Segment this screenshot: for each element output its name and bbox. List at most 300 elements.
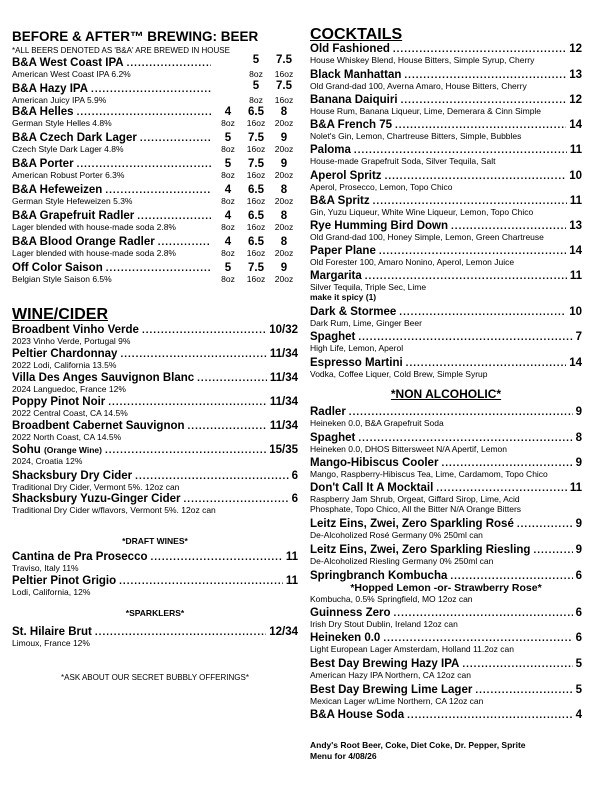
cocktail-item-desc: Old Grand-dad 100, Averna Amaro, House Bitters, Cherry <box>310 81 527 91</box>
cocktail-item-name: Dark & Stormee <box>310 306 397 318</box>
na-item-name: Heineken 0.0 <box>310 632 381 644</box>
soda-list: Andy's Root Beer, Coke, Diet Coke, Dr. Pepper, Sprite <box>310 740 526 750</box>
beer-item-desc-row <box>12 69 298 79</box>
beer-item-desc-row <box>12 144 298 154</box>
beer-item-size: 20oz <box>274 222 294 232</box>
beer-item-size: 8oz <box>249 95 263 105</box>
leader-dots <box>404 70 566 81</box>
beer-item-price: 8 <box>280 184 288 196</box>
cocktail-item-desc: House Rum, Banana Liqueur, Lime, Demerara & Cinn Simple <box>310 106 542 116</box>
na-item <box>310 432 582 454</box>
na-item-name: Don't Call It A Mocktail <box>310 482 434 494</box>
leader-dots <box>441 458 572 469</box>
wine-item-price: 11/34 <box>269 420 298 432</box>
na-item <box>310 684 582 706</box>
beer-item-desc: American Juicy IPA 5.9% <box>12 95 107 105</box>
na-item-name: Best Day Brewing Lime Lager <box>310 684 473 696</box>
draft-wine-item-row <box>12 575 298 587</box>
cocktail-item-desc: Gin, Yuzu Liqueur, White Wine Liqueur, Lemon, Topo Chico <box>310 207 534 217</box>
leader-dots <box>358 332 572 343</box>
cocktail-item-name: Black Manhattan <box>310 69 402 81</box>
wine-item-price: 6 <box>291 493 298 505</box>
beer-item-row <box>12 158 298 170</box>
leader-dots <box>517 519 573 530</box>
wine-item-price: 10/32 <box>269 324 298 336</box>
leader-dots <box>436 483 567 494</box>
leader-dots <box>385 171 567 182</box>
wine-item-name: Poppy Pinot Noir <box>12 396 106 408</box>
leader-dots <box>119 576 283 587</box>
cocktail-item-row <box>310 119 582 131</box>
na-item-row <box>310 482 582 494</box>
beer-item-row <box>12 80 298 95</box>
beer-item-price: 7.5 <box>248 262 264 274</box>
beer-item-size: 16oz <box>246 248 266 258</box>
wine-item-price: 11/34 <box>269 396 298 408</box>
beer-item <box>12 132 298 154</box>
wine-item-name: Shacksbury Dry Cider <box>12 470 133 482</box>
cocktail-item-price: 10 <box>569 170 582 182</box>
na-item-row <box>310 709 582 721</box>
beer-item-size: 16oz <box>246 144 266 154</box>
cocktail-item-desc: Old Grand-dad 100, Honey Simple, Lemon, Green Chartreuse <box>310 232 544 242</box>
cocktail-item-desc: House Whiskey Blend, House Bitters, Simple Syrup, Cherry <box>310 55 535 65</box>
wine-item <box>12 420 298 442</box>
beer-item-name: B&A Grapefruit Radler <box>12 210 135 222</box>
cocktail-item-name: Paloma <box>310 144 351 156</box>
na-item <box>310 457 582 479</box>
wine-item-desc: Traditional Dry Cider w/flavors, Vermont 5%. 12oz can <box>12 505 216 515</box>
na-item-name: Springbranch Kombucha <box>310 570 448 582</box>
na-item <box>310 607 582 629</box>
na-item-price: 9 <box>575 457 582 469</box>
beer-item-price: 4 <box>224 184 232 196</box>
leader-dots <box>406 358 567 369</box>
beer-item-size: 8oz <box>221 274 235 284</box>
na-item-name: Leitz Eins, Zwei, Zero Sparkling Riesling <box>310 544 531 556</box>
na-item-price: 5 <box>575 658 582 670</box>
leader-dots <box>108 397 267 408</box>
cocktail-item <box>310 170 582 192</box>
beer-item-price: 7.5 <box>276 80 292 92</box>
cocktail-item-desc: High Life, Lemon, Aperol <box>310 343 404 353</box>
na-item-desc: Heineken 0.0, DHOS Bittersweet N/A Apertif, Lemon <box>310 444 508 454</box>
cocktail-item-row <box>310 306 582 318</box>
na-item-price: 6 <box>575 570 582 582</box>
leader-dots <box>475 685 572 696</box>
leader-dots <box>197 373 267 384</box>
beer-item <box>12 158 298 180</box>
cocktail-item-desc: Silver Tequila, Triple Sec, Lime <box>310 282 427 292</box>
cocktail-item-price: 7 <box>575 331 582 343</box>
beer-item <box>12 106 298 128</box>
leader-dots <box>365 271 567 282</box>
beer-item-price: 7.5 <box>248 158 264 170</box>
beer-item-price: 5 <box>224 158 232 170</box>
cocktail-item-row <box>310 270 582 282</box>
beer-note: *ALL BEERS DENOTED AS 'B&A' ARE BREWED IN HOUSE <box>12 46 230 55</box>
wine-item-desc: 2022 Lodi, California 13.5% <box>12 360 117 370</box>
cocktail-item-row <box>310 220 582 232</box>
wine-item-name: Shacksbury Yuzu-Ginger Cider <box>12 493 181 505</box>
na-item-price: 8 <box>575 432 582 444</box>
na-item-name: Leitz Eins, Zwei, Zero Sparkling Rosé <box>310 518 514 530</box>
cocktail-item-row <box>310 357 582 369</box>
wine-section-title: WINE/CIDER <box>12 306 108 323</box>
leader-dots <box>533 545 572 556</box>
draft-wine-item-name: Cantina de Pra Prosecco <box>12 551 148 563</box>
beer-item-size: 16oz <box>274 95 294 105</box>
beer-item-size: 8oz <box>249 69 263 79</box>
leader-dots <box>399 307 566 318</box>
na-item-price: 5 <box>575 684 582 696</box>
cocktail-item <box>310 270 582 302</box>
beer-item-sizes <box>214 69 298 79</box>
leader-dots <box>151 552 283 563</box>
wine-item <box>12 444 298 466</box>
wine-item-note: (Orange Wine) <box>43 445 102 455</box>
beer-item-size: 20oz <box>274 248 294 258</box>
cocktail-item-name: Rye Humming Bird Down <box>310 220 449 232</box>
beer-item-size: 8oz <box>221 170 235 180</box>
wine-item <box>12 348 298 370</box>
na-item-row <box>310 658 582 670</box>
cocktail-item-desc: Nolet's Gin, Lemon, Chartreuse Bitters, Simple, Bubbles <box>310 131 522 141</box>
beer-item-desc: Lager blended with house-made soda 2.8% <box>12 222 176 232</box>
leader-dots <box>395 120 566 131</box>
cocktail-item-row <box>310 331 582 343</box>
na-item-price: 6 <box>575 632 582 644</box>
beer-item-row <box>12 236 298 248</box>
beer-item-size: 8oz <box>221 144 235 154</box>
non-alcoholic-heading: *NON ALCOHOLIC* <box>390 387 502 401</box>
leader-dots <box>462 659 572 670</box>
wine-item-row <box>12 470 298 482</box>
wine-item <box>12 324 298 346</box>
sparkler-item-price: 12/34 <box>269 626 298 638</box>
beer-item-price: 6.5 <box>248 210 264 222</box>
beer-item-prices <box>214 132 298 144</box>
beer-item <box>12 236 298 258</box>
beer-item-desc: Czech Style Dark Lager 4.8% <box>12 144 124 154</box>
cocktail-item-price: 14 <box>569 245 582 257</box>
beer-item-size: 16oz <box>246 118 266 128</box>
na-item-desc: De-Alcoholized Riesling Germany 0% 250ml can <box>310 556 494 566</box>
na-item <box>310 518 582 540</box>
beer-item-size: 20oz <box>274 170 294 180</box>
na-item-name: Mango-Hibiscus Cooler <box>310 457 439 469</box>
beer-item-sizes <box>214 274 298 284</box>
draft-wine-item-row <box>12 551 298 563</box>
wine-item-desc: 2024 Languedoc, France 12% <box>12 384 126 394</box>
beer-item-size: 20oz <box>274 196 294 206</box>
wine-item-name: Broadbent Vinho Verde <box>12 324 139 336</box>
wine-item-row <box>12 324 298 336</box>
cocktail-item <box>310 331 582 353</box>
wine-item-desc: 2024, Croatia 12% <box>12 456 83 466</box>
beer-item-desc: American West Coast IPA 6.2% <box>12 69 131 79</box>
draft-wine-item-desc: Lodi, California, 12% <box>12 587 91 597</box>
na-item <box>310 632 582 654</box>
draft-wine-item <box>12 575 298 597</box>
beer-item-desc-row <box>12 118 298 128</box>
beer-item-price: 5 <box>252 54 260 66</box>
cocktail-item-row <box>310 69 582 81</box>
cocktail-item-desc: Old Forester 100, Amaro Nonino, Aperol, Lemon Juice <box>310 257 515 267</box>
wine-item-row <box>12 372 298 384</box>
beer-item-name: B&A Porter <box>12 158 74 170</box>
leader-dots <box>91 84 211 95</box>
sparkler-item <box>12 626 298 648</box>
leader-dots <box>105 445 266 456</box>
leader-dots <box>358 433 572 444</box>
beer-item-desc-row <box>12 248 298 258</box>
cocktail-item-row <box>310 144 582 156</box>
leader-dots <box>379 246 566 257</box>
cocktail-item-price: 13 <box>569 69 582 81</box>
beer-item-name: B&A Helles <box>12 106 74 118</box>
na-item-desc: Light European Lager Amsterdam, Holland 11.2oz can <box>310 644 514 654</box>
wine-item <box>12 396 298 418</box>
beer-section-title: BEFORE & AFTER™ BREWING: BEER <box>12 29 259 44</box>
cocktail-item <box>310 43 582 65</box>
wine-item-name: Peltier Chardonnay <box>12 348 118 360</box>
cocktail-item <box>310 119 582 141</box>
wine-item-price: 15/35 <box>269 444 298 456</box>
draft-wine-item-desc: Traviso, Italy 11% <box>12 563 79 573</box>
beer-item-size <box>214 95 242 105</box>
beer-item-price: 6.5 <box>248 106 264 118</box>
na-item-price: 4 <box>575 709 582 721</box>
beer-item-price: 6.5 <box>248 236 264 248</box>
na-item <box>310 658 582 680</box>
na-item-row <box>310 570 582 582</box>
beer-item-sizes <box>214 95 298 105</box>
wine-item <box>12 372 298 394</box>
sparkler-item-name: St. Hilaire Brut <box>12 626 92 638</box>
beer-item <box>12 80 298 105</box>
wine-item-row <box>12 420 298 432</box>
cocktail-item-desc: House-made Grapefruit Soda, Silver Tequila, Salt <box>310 156 496 166</box>
leader-dots <box>450 571 572 582</box>
beer-item-size: 16oz <box>274 69 294 79</box>
na-item-desc: Mexican Lager w/Lime Northern, CA 12oz can <box>310 696 484 706</box>
beer-item-size: 16oz <box>246 196 266 206</box>
na-item-row <box>310 457 582 469</box>
wine-item-name: Villa Des Anges Sauvignon Blanc <box>12 372 195 384</box>
beer-item-desc: Belgian Style Saison 6.5% <box>12 274 112 284</box>
beer-item-desc: Lager blended with house-made soda 2.8% <box>12 248 176 258</box>
beer-item-price: 4 <box>224 210 232 222</box>
beer-item-price: 8 <box>280 106 288 118</box>
beer-item-size: 16oz <box>246 274 266 284</box>
cocktail-item-name: B&A Spritz <box>310 195 370 207</box>
na-item-desc: Mango, Raspberry-Hibiscus Tea, Lime, Cardamom, Topo Chico <box>310 469 548 479</box>
draft-wine-item-price: 11 <box>285 551 298 563</box>
beer-item-size: 20oz <box>274 118 294 128</box>
leader-dots <box>407 710 572 721</box>
leader-dots <box>158 237 211 248</box>
beer-item-sizes <box>214 170 298 180</box>
na-item-row <box>310 607 582 619</box>
beer-item-prices <box>214 236 298 248</box>
draft-wine-item-price: 11 <box>285 575 298 587</box>
wine-item-price: 6 <box>291 470 298 482</box>
leader-dots <box>188 421 267 432</box>
leader-dots <box>95 627 266 638</box>
beer-item <box>12 210 298 232</box>
beer-item-prices <box>214 262 298 274</box>
beer-item-price: 7.5 <box>276 54 292 66</box>
beer-item-price: 9 <box>280 262 288 274</box>
beer-item-price: 8 <box>280 236 288 248</box>
na-item-desc: American Hazy IPA Northern, CA 12oz can <box>310 670 471 680</box>
cocktail-item-price: 11 <box>569 270 582 282</box>
cocktail-item-row <box>310 94 582 106</box>
beer-item-price: 5 <box>252 80 260 92</box>
cocktail-item-price: 14 <box>569 119 582 131</box>
na-item <box>310 406 582 428</box>
beer-item-desc: German Style Hefeweizen 5.3% <box>12 196 133 206</box>
cocktail-item-row <box>310 195 582 207</box>
na-item-price: 11 <box>569 482 582 494</box>
na-item <box>310 570 582 604</box>
beer-item-prices <box>214 184 298 196</box>
na-item-name: B&A House Soda <box>310 709 405 721</box>
cocktail-item-price: 12 <box>569 43 582 55</box>
na-item-row <box>310 406 582 418</box>
cocktail-item <box>310 69 582 91</box>
leader-dots <box>354 145 567 156</box>
beer-item-price <box>214 80 242 92</box>
leader-dots <box>106 263 211 274</box>
leader-dots <box>77 159 211 170</box>
cocktail-item <box>310 245 582 267</box>
cocktail-item-name: Aperol Spritz <box>310 170 382 182</box>
wine-item-name: Sohu (Orange Wine) <box>12 444 102 456</box>
cocktail-item <box>310 306 582 328</box>
na-item-price: 6 <box>575 607 582 619</box>
beer-item-prices <box>214 106 298 118</box>
beer-item-row <box>12 210 298 222</box>
beer-item-sizes <box>214 248 298 258</box>
secret-bubbly-note: *ASK ABOUT OUR SECRET BUBBLY OFFERINGS* <box>61 673 249 682</box>
beer-item-sizes <box>214 144 298 154</box>
leader-dots <box>394 608 573 619</box>
cocktail-item-price: 12 <box>569 94 582 106</box>
leader-dots <box>383 633 572 644</box>
wine-item-row <box>12 493 298 505</box>
beer-item-desc-row <box>12 222 298 232</box>
na-item-desc: Irish Dry Stout Dublin, Ireland 12oz can <box>310 619 458 629</box>
cocktail-item-extra: make it spicy (1) <box>310 292 377 302</box>
leader-dots <box>349 407 573 418</box>
wine-item-desc: Traditional Dry Cider, Vermont 5%. 12oz can <box>12 482 180 492</box>
beer-item-name: B&A Hazy IPA <box>12 83 89 95</box>
na-item-desc: Heineken 0.0, B&A Grapefruit Soda <box>310 418 444 428</box>
na-item-name: Spaghet <box>310 432 356 444</box>
beer-item-name: B&A Blood Orange Radler <box>12 236 155 248</box>
cocktail-item <box>310 220 582 242</box>
cocktail-item-name: Paper Plane <box>310 245 376 257</box>
leader-dots <box>401 95 567 106</box>
na-item-row <box>310 518 582 530</box>
beer-item-size <box>214 69 242 79</box>
leader-dots <box>142 325 266 336</box>
beer-item <box>12 54 298 79</box>
beer-item-sizes <box>214 118 298 128</box>
beer-item-price: 4 <box>224 236 232 248</box>
wine-item-desc: 2022 Central Coast, CA 14.5% <box>12 408 128 418</box>
beer-item-size: 16oz <box>246 222 266 232</box>
leader-dots <box>140 133 211 144</box>
na-item-name: Radler <box>310 406 346 418</box>
na-item-row <box>310 432 582 444</box>
wine-item-price: 11/34 <box>269 372 298 384</box>
cocktails-section-title: COCKTAILS <box>310 26 403 43</box>
beer-item-sizes <box>214 222 298 232</box>
cocktail-item <box>310 195 582 217</box>
beer-item-prices <box>214 158 298 170</box>
beer-item-row <box>12 262 298 274</box>
sparkler-item-row <box>12 626 298 638</box>
beer-item-size: 16oz <box>246 170 266 180</box>
leader-dots <box>135 471 288 482</box>
cocktail-item-name: B&A French 75 <box>310 119 393 131</box>
cocktail-item-price: 10 <box>569 306 582 318</box>
wine-item-desc: 2022 North Coast, CA 14.5% <box>12 432 122 442</box>
wine-item-desc: 2023 Vinho Verde, Portugal 9% <box>12 336 131 346</box>
na-item-price: 9 <box>575 544 582 556</box>
cocktail-item-name: Espresso Martini <box>310 357 403 369</box>
leader-dots <box>373 196 567 207</box>
na-item-row <box>310 684 582 696</box>
sparkler-item-desc: Limoux, France 12% <box>12 638 90 648</box>
beer-item-price: 9 <box>280 158 288 170</box>
na-item-subtitle: *Hopped Lemon -or- Strawberry Rose* <box>350 582 542 594</box>
leader-dots <box>393 44 566 55</box>
beer-item-size: 8oz <box>221 222 235 232</box>
beer-item-desc: German Style Helles 4.8% <box>12 118 112 128</box>
beer-item-size: 8oz <box>221 248 235 258</box>
draft-wines-heading: *DRAFT WINES* <box>122 536 188 546</box>
na-item-name: Best Day Brewing Hazy IPA <box>310 658 460 670</box>
leader-dots <box>105 185 211 196</box>
beer-item-name: B&A Hefeweizen <box>12 184 103 196</box>
beer-item-price: 5 <box>224 132 232 144</box>
cocktail-item-desc: Aperol, Prosecco, Lemon, Topo Chico <box>310 182 453 192</box>
na-item <box>310 482 582 514</box>
beer-item-desc-row <box>12 170 298 180</box>
cocktail-item-price: 11 <box>569 195 582 207</box>
beer-item-name: Off Color Saison <box>12 262 103 274</box>
beer-item-price: 7.5 <box>248 132 264 144</box>
beer-item-row <box>12 184 298 196</box>
menu-date: Menu for 4/08/26 <box>310 751 377 761</box>
beer-item-desc-row <box>12 95 298 105</box>
cocktail-item-price: 11 <box>569 144 582 156</box>
beer-item-size: 20oz <box>274 274 294 284</box>
wine-item <box>12 470 298 492</box>
wine-item <box>12 493 298 515</box>
beer-item-price: 9 <box>280 132 288 144</box>
beer-item-price: 5 <box>224 262 232 274</box>
draft-wine-item-name: Peltier Pinot Grigio <box>12 575 117 587</box>
wine-item-row <box>12 348 298 360</box>
na-item-row <box>310 632 582 644</box>
na-item-price: 9 <box>575 406 582 418</box>
cocktail-item <box>310 144 582 166</box>
